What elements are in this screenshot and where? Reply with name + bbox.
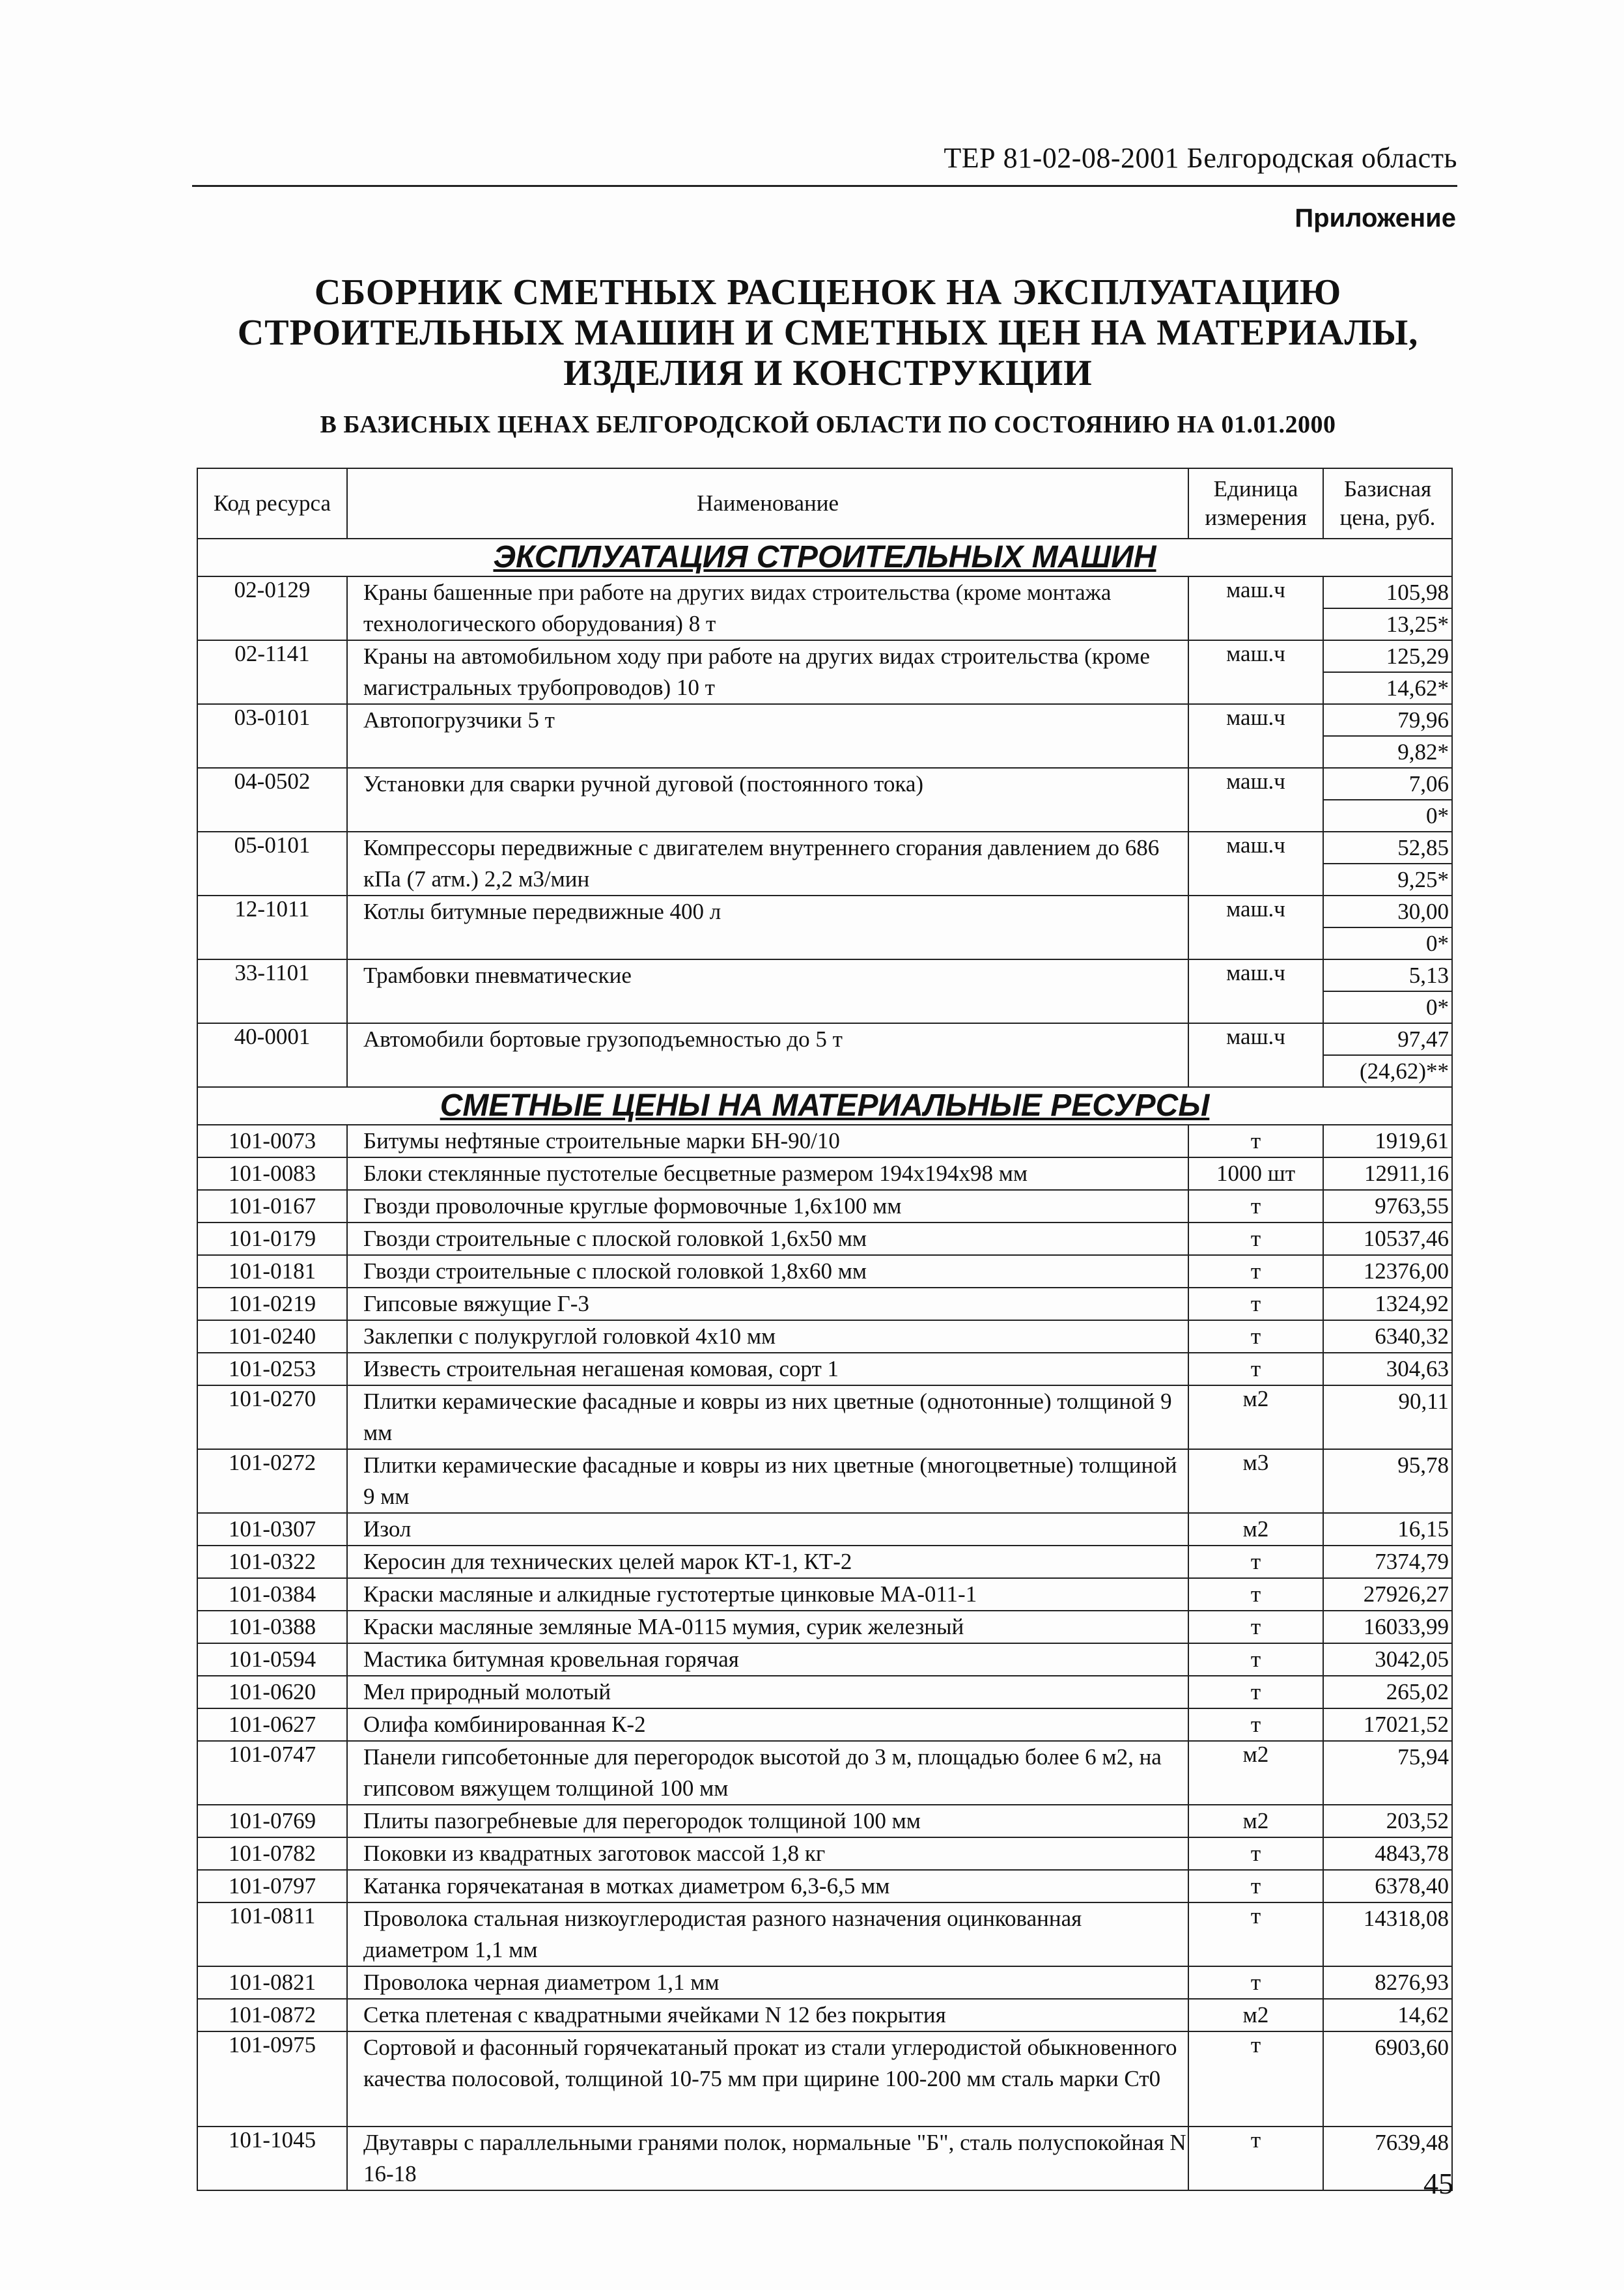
resource-price: 30,00 [1324, 896, 1451, 928]
resource-unit: т [1188, 1546, 1323, 1578]
table-row [197, 1125, 1452, 1157]
page-subtitle: В БАЗИСНЫХ ЦЕНАХ БЕЛГОРОДСКОЙ ОБЛАСТИ ПО СОСТОЯНИЮ НА 01.01.2000 [320, 411, 1336, 438]
table-row [197, 1288, 1452, 1320]
resource-name: Плиты пазогребневые для перегородок толщиной 100 мм [347, 1805, 1188, 1837]
resource-price: 14,62 [1397, 2002, 1449, 2028]
resource-code: 101-0388 [197, 1611, 347, 1643]
resource-price-cell [1323, 2031, 1452, 2127]
resource-price-cell [1323, 1190, 1452, 1223]
resource-name: Установки для сварки ручной дуговой (постоянного тока) [347, 768, 1188, 832]
table-row [197, 1385, 1452, 1449]
resource-unit: т [1188, 1125, 1323, 1157]
document-reference: ТЕР 81-02-08-2001 Белгородская область [944, 142, 1457, 174]
section-machines-heading: ЭКСПЛУАТАЦИЯ СТРОИТЕЛЬНЫХ МАШИН [197, 539, 1452, 576]
table-row [197, 896, 1452, 959]
resource-price-cell [1323, 1513, 1452, 1546]
resource-price-cell [1323, 1966, 1452, 1999]
resource-price: 304,63 [1386, 1356, 1449, 1381]
resource-unit: т [1188, 1611, 1323, 1643]
resource-unit: т [1188, 1190, 1323, 1223]
resource-unit: м2 [1188, 1513, 1323, 1546]
column-header-price: Базисная цена, руб. [1323, 468, 1452, 539]
table-row [197, 1513, 1452, 1546]
table-row [197, 1223, 1452, 1255]
resource-name: Трамбовки пневматические [347, 959, 1188, 1023]
resource-price-wage: 9,82* [1397, 739, 1449, 765]
table-row [197, 640, 1452, 704]
resource-name: Олифа комбинированная К-2 [347, 1708, 1188, 1741]
resource-unit: 1000 шт [1188, 1157, 1323, 1190]
resource-unit: т [1188, 1578, 1323, 1611]
section-materials-heading-row [197, 1087, 1452, 1125]
resource-name: Гипсовые вяжущие Г-3 [347, 1288, 1188, 1320]
resource-price-cell [1323, 1870, 1452, 1902]
resource-price-wage: 0* [1426, 931, 1449, 956]
resource-price-cell [1323, 704, 1452, 768]
resource-code: 101-0620 [197, 1676, 347, 1708]
resource-price-wage: (24,62)** [1359, 1058, 1449, 1084]
resource-code: 101-0975 [197, 2031, 347, 2127]
resource-price: 12911,16 [1364, 1161, 1449, 1186]
resource-price: 16033,99 [1363, 1614, 1449, 1639]
resource-unit: маш.ч [1188, 832, 1323, 896]
table-row [197, 1611, 1452, 1643]
table-row [197, 832, 1452, 896]
resource-price: 1324,92 [1375, 1291, 1449, 1316]
table-row [197, 1449, 1452, 1513]
resource-price: 10537,46 [1363, 1226, 1449, 1251]
resource-name: Краски масляные земляные МА-0115 мумия, сурик железный [347, 1611, 1188, 1643]
resource-unit: м3 [1188, 1449, 1323, 1513]
resource-price: 16,15 [1397, 1516, 1449, 1542]
table-row [197, 1353, 1452, 1385]
resource-name: Двутавры с параллельными гранями полок, нормальные "Б", сталь полуспокойная N 16-18 [347, 2127, 1188, 2190]
resource-unit: т [1188, 1708, 1323, 1741]
resource-price: 7639,48 [1375, 2130, 1449, 2155]
table-header-row [197, 468, 1452, 539]
table-row [197, 1546, 1452, 1578]
resource-code: 101-0272 [197, 1449, 347, 1513]
column-header-name: Наименование [347, 468, 1188, 539]
resource-unit: маш.ч [1188, 704, 1323, 768]
resource-price: 6340,32 [1375, 1323, 1449, 1349]
resource-code: 101-0821 [197, 1966, 347, 1999]
resource-price-wage: 9,25* [1397, 867, 1449, 892]
resource-unit: т [1188, 1353, 1323, 1385]
resource-name: Плитки керамические фасадные и ковры из них цветные (однотонные) толщиной 9 мм [347, 1385, 1188, 1449]
title-line: СБОРНИК СМЕТНЫХ РАСЦЕНОК НА ЭКСПЛУАТАЦИЮ [314, 272, 1342, 313]
column-header-unit: Единица измерения [1188, 468, 1323, 539]
appendix-label: Приложение [1295, 204, 1456, 233]
resource-price: 1919,61 [1375, 1128, 1449, 1153]
resource-name: Проволока черная диаметром 1,1 мм [347, 1966, 1188, 1999]
table-row [197, 1023, 1452, 1087]
resource-unit: м2 [1188, 1999, 1323, 2031]
resource-unit: т [1188, 1643, 1323, 1676]
resource-price: 203,52 [1386, 1808, 1449, 1833]
resource-price: 7,06 [1324, 769, 1451, 800]
resource-price-cell [1323, 1449, 1452, 1513]
table-row [197, 768, 1452, 832]
resource-unit: м2 [1188, 1805, 1323, 1837]
resource-price-wage: 14,62* [1386, 675, 1449, 701]
resource-price-wage: 13,25* [1386, 612, 1449, 637]
resource-price: 5,13 [1324, 960, 1451, 992]
resource-code: 101-0181 [197, 1255, 347, 1288]
resource-code: 33-1101 [197, 959, 347, 1023]
resource-code: 101-0253 [197, 1353, 347, 1385]
resource-name: Битумы нефтяные строительные марки БН-90/10 [347, 1125, 1188, 1157]
resource-code: 101-0872 [197, 1999, 347, 2031]
table-row [197, 1157, 1452, 1190]
resource-name: Поковки из квадратных заготовок массой 1,8 кг [347, 1837, 1188, 1870]
resource-price-cell [1323, 1023, 1452, 1087]
resource-code: 101-1045 [197, 2127, 347, 2190]
resource-price-cell [1323, 1546, 1452, 1578]
table-row [197, 2127, 1452, 2190]
resource-price-cell [1323, 1125, 1452, 1157]
resource-name: Краны башенные при работе на других видах строительства (кроме монтажа технологического оборудования) 8 т [347, 576, 1188, 640]
resource-price-cell [1323, 1578, 1452, 1611]
resource-price-cell [1323, 1643, 1452, 1676]
resource-unit: м2 [1188, 1385, 1323, 1449]
resource-code: 101-0594 [197, 1643, 347, 1676]
resource-code: 101-0797 [197, 1870, 347, 1902]
resource-price: 3042,05 [1375, 1647, 1449, 1672]
resource-code: 101-0167 [197, 1190, 347, 1223]
resource-unit: маш.ч [1188, 768, 1323, 832]
resource-unit: т [1188, 1676, 1323, 1708]
table-row [197, 2031, 1452, 2127]
page-title [195, 272, 1461, 393]
resource-price-cell [1323, 1741, 1452, 1805]
resource-name: Панели гипсобетонные для перегородок высотой до 3 м, площадью более 6 м2, на гипсовом вяжущем толщиной 100 мм [347, 1741, 1188, 1805]
resource-price-cell [1323, 1385, 1452, 1449]
resource-code: 101-0270 [197, 1385, 347, 1449]
table-row [197, 1870, 1452, 1902]
resource-code: 101-0073 [197, 1125, 347, 1157]
resource-price-cell [1323, 1837, 1452, 1870]
resource-price: 12376,00 [1363, 1258, 1449, 1284]
resource-code: 02-1141 [197, 640, 347, 704]
page-number: 45 [1423, 2167, 1453, 2200]
resource-name: Керосин для технических целей марок КТ-1, КТ-2 [347, 1546, 1188, 1578]
resource-price-cell [1323, 959, 1452, 1023]
resource-name: Проволока стальная низкоуглеродистая разного назначения оцинкованная диаметром 1,1 мм [347, 1902, 1188, 1966]
resource-price-cell [1323, 768, 1452, 832]
table-row [197, 1966, 1452, 1999]
resource-price-cell [1323, 1999, 1452, 2031]
resource-code: 101-0322 [197, 1546, 347, 1578]
resource-unit: т [1188, 2127, 1323, 2190]
resource-unit: т [1188, 1902, 1323, 1966]
resource-price: 90,11 [1398, 1389, 1449, 1414]
table-row [197, 1320, 1452, 1353]
price-table [197, 468, 1453, 2191]
resource-code: 101-0782 [197, 1837, 347, 1870]
resource-price: 9763,55 [1375, 1193, 1449, 1219]
resource-price: 4843,78 [1375, 1841, 1449, 1866]
resource-name: Блоки стеклянные пустотелые бесцветные размером 194х194х98 мм [347, 1157, 1188, 1190]
resource-price: 17021,52 [1363, 1712, 1449, 1737]
resource-code: 101-0219 [197, 1288, 347, 1320]
table-row [197, 1837, 1452, 1870]
resource-price: 8276,93 [1375, 1970, 1449, 1995]
resource-price-cell [1323, 1611, 1452, 1643]
resource-price-cell [1323, 1676, 1452, 1708]
resource-price: 97,47 [1324, 1024, 1451, 1056]
resource-price: 52,85 [1324, 832, 1451, 864]
resource-unit: т [1188, 1837, 1323, 1870]
resource-code: 03-0101 [197, 704, 347, 768]
resource-unit: т [1188, 1320, 1323, 1353]
table-row [197, 1643, 1452, 1676]
resource-price-wage: 0* [1426, 803, 1449, 828]
column-header-code: Код ресурса [197, 468, 347, 539]
resource-name: Автомобили бортовые грузоподъемностью до 5 т [347, 1023, 1188, 1087]
resource-name: Котлы битумные передвижные 400 л [347, 896, 1188, 959]
resource-unit: маш.ч [1188, 640, 1323, 704]
table-row [197, 1741, 1452, 1805]
resource-unit: т [1188, 1255, 1323, 1288]
resource-price: 79,96 [1324, 705, 1451, 737]
resource-price: 265,02 [1386, 1679, 1449, 1704]
resource-unit: м2 [1188, 1741, 1323, 1805]
table-row [197, 1902, 1452, 1966]
table-row [197, 1708, 1452, 1741]
resource-price: 125,29 [1324, 641, 1451, 673]
resource-price: 7374,79 [1375, 1549, 1449, 1574]
document-header [192, 142, 1457, 187]
resource-code: 101-0811 [197, 1902, 347, 1966]
resource-unit: маш.ч [1188, 576, 1323, 640]
resource-price-cell [1323, 576, 1452, 640]
resource-price: 75,94 [1397, 1744, 1449, 1770]
resource-price-cell [1323, 1353, 1452, 1385]
resource-unit: маш.ч [1188, 959, 1323, 1023]
table-row [197, 1999, 1452, 2031]
title-line: ИЗДЕЛИЯ И КОНСТРУКЦИИ [563, 353, 1093, 393]
resource-code: 05-0101 [197, 832, 347, 896]
resource-code: 12-1011 [197, 896, 347, 959]
resource-name: Краски масляные и алкидные густотертые цинковые МА-011-1 [347, 1578, 1188, 1611]
resource-name: Сетка плетеная с квадратными ячейками N 12 без покрытия [347, 1999, 1188, 2031]
resource-name: Плитки керамические фасадные и ковры из них цветные (многоцветные) толщиной 9 мм [347, 1449, 1188, 1513]
resource-price-cell [1323, 1223, 1452, 1255]
resource-price-cell [1323, 1708, 1452, 1741]
resource-price: 6378,40 [1375, 1873, 1449, 1899]
table-row [197, 1676, 1452, 1708]
resource-price-cell [1323, 896, 1452, 959]
resource-name: Гвозди строительные с плоской головкой 1,6х50 мм [347, 1223, 1188, 1255]
resource-name: Катанка горячекатаная в мотках диаметром 6,3-6,5 мм [347, 1870, 1188, 1902]
resource-code: 101-0747 [197, 1741, 347, 1805]
section-machines-heading-row [197, 539, 1452, 576]
resource-unit: маш.ч [1188, 896, 1323, 959]
resource-name: Гвозди строительные с плоской головкой 1,8х60 мм [347, 1255, 1188, 1288]
title-line: СТРОИТЕЛЬНЫХ МАШИН И СМЕТНЫХ ЦЕН НА МАТЕРИАЛЫ, [237, 313, 1419, 353]
table-row [197, 576, 1452, 640]
resource-unit: т [1188, 1966, 1323, 1999]
resource-price-cell [1323, 1255, 1452, 1288]
resource-name: Заклепки с полукруглой головкой 4х10 мм [347, 1320, 1188, 1353]
resource-code: 40-0001 [197, 1023, 347, 1087]
resource-price: 27926,27 [1363, 1581, 1449, 1607]
table-row [197, 1805, 1452, 1837]
resource-code: 101-0384 [197, 1578, 347, 1611]
resource-code: 101-0769 [197, 1805, 347, 1837]
resource-price: 14318,08 [1363, 1906, 1449, 1931]
resource-name: Изол [347, 1513, 1188, 1546]
resource-code: 101-0307 [197, 1513, 347, 1546]
resource-name: Сортовой и фасонный горячекатаный прокат из стали углеродистой обыкновенного качества полосовой, толщиной 10-75 мм при щирине 100-200 мм сталь марки Ст0 [347, 2031, 1188, 2127]
resource-price-cell [1323, 1902, 1452, 1966]
resource-code: 02-0129 [197, 576, 347, 640]
resource-name: Мастика битумная кровельная горячая [347, 1643, 1188, 1676]
resource-name: Мел природный молотый [347, 1676, 1188, 1708]
resource-price: 95,78 [1397, 1452, 1449, 1478]
section-materials-heading: СМЕТНЫЕ ЦЕНЫ НА МАТЕРИАЛЬНЫЕ РЕСУРСЫ [197, 1087, 1452, 1125]
resource-name: Автопогрузчики 5 т [347, 704, 1188, 768]
resource-price-cell [1323, 1157, 1452, 1190]
resource-price: 6903,60 [1375, 2035, 1449, 2060]
resource-price: 105,98 [1324, 577, 1451, 609]
resource-code: 101-0240 [197, 1320, 347, 1353]
resource-unit: т [1188, 1288, 1323, 1320]
resource-price-cell [1323, 1805, 1452, 1837]
table-row [197, 1255, 1452, 1288]
resource-price-cell [1323, 1288, 1452, 1320]
resource-unit: т [1188, 2031, 1323, 2127]
resource-code: 101-0627 [197, 1708, 347, 1741]
resource-unit: маш.ч [1188, 1023, 1323, 1087]
resource-name: Гвозди проволочные круглые формовочные 1,6х100 мм [347, 1190, 1188, 1223]
resource-price-wage: 0* [1426, 995, 1449, 1020]
resource-code: 101-0083 [197, 1157, 347, 1190]
resource-code: 101-0179 [197, 1223, 347, 1255]
resource-name: Известь строительная негашеная комовая, сорт 1 [347, 1353, 1188, 1385]
resource-code: 04-0502 [197, 768, 347, 832]
table-row [197, 959, 1452, 1023]
resource-unit: т [1188, 1223, 1323, 1255]
table-row [197, 1578, 1452, 1611]
table-row [197, 704, 1452, 768]
resource-name: Компрессоры передвижные с двигателем внутреннего сгорания давлением до 686 кПа (7 атм.) 2,2 м3/мин [347, 832, 1188, 896]
resource-price-cell [1323, 832, 1452, 896]
resource-price-cell [1323, 640, 1452, 704]
table-row [197, 1190, 1452, 1223]
resource-price-cell [1323, 1320, 1452, 1353]
resource-unit: т [1188, 1870, 1323, 1902]
resource-name: Краны на автомобильном ходу при работе на других видах строительства (кроме магистральных трубопроводов) 10 т [347, 640, 1188, 704]
